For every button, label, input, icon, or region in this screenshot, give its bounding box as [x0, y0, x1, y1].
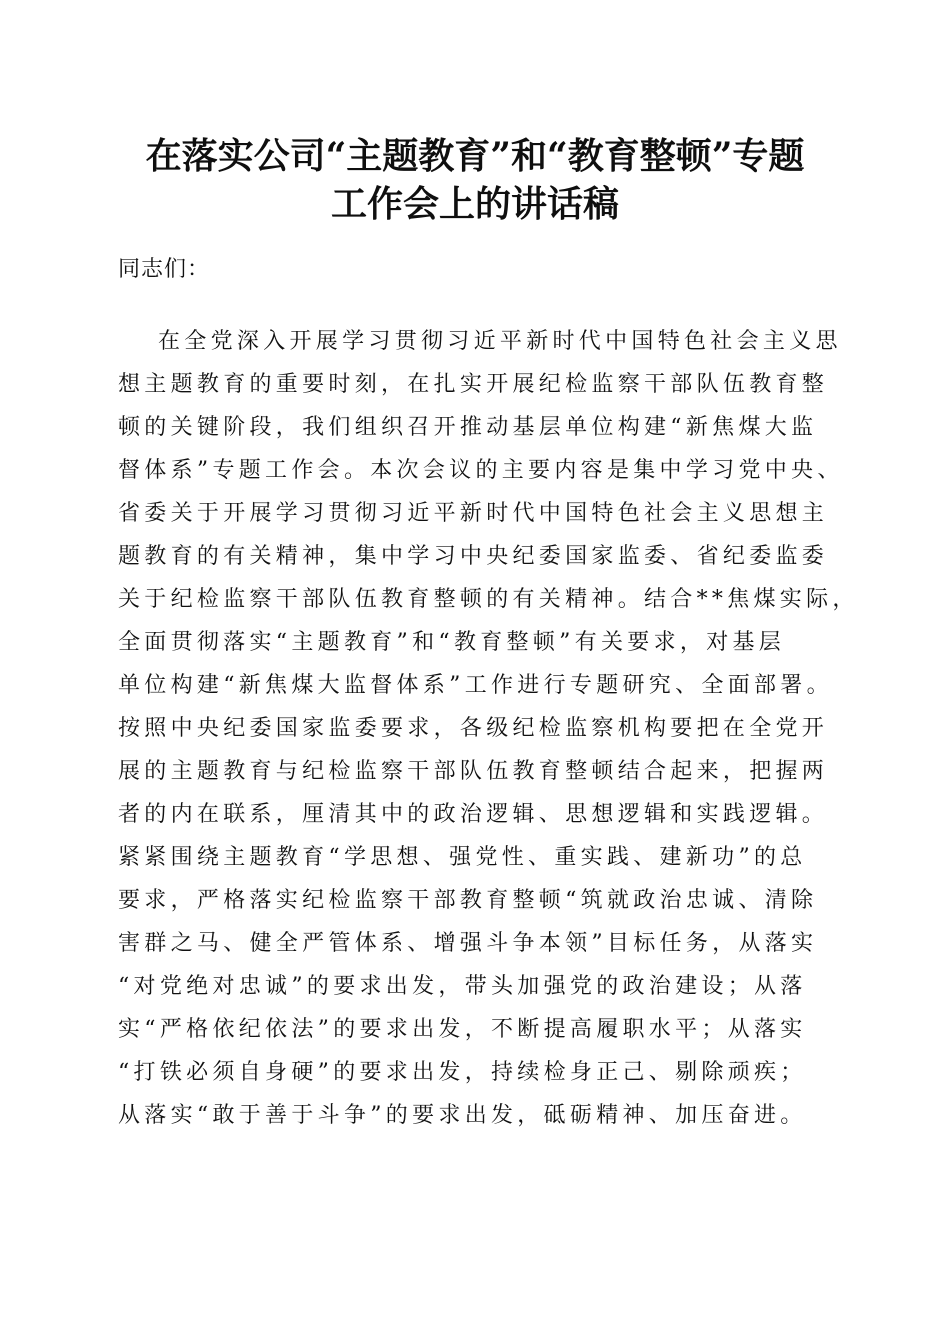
- body-line: 从落实“敢于善于斗争”的要求出发，砥砺精神、加压奋进。: [118, 1103, 807, 1128]
- body-line: 省委关于开展学习贯彻习近平新时代中国特色社会主义思想主: [118, 501, 829, 526]
- body-line: 按照中央纪委国家监委要求，各级纪检监察机构要把在全党开: [118, 716, 829, 741]
- body-line: 题教育的有关精神，集中学习中央纪委国家监委、省纪委监委: [118, 544, 829, 569]
- document-title-line-2: 工作会上的讲话稿: [330, 183, 619, 225]
- body-line: 要求，严格落实纪检监察干部教育整顿“筑就政治忠诚、清除: [118, 888, 818, 913]
- body-line: 实“严格依纪依法”的要求出发，不断提高履职水平；从落实: [118, 1017, 807, 1042]
- body-line: 想主题教育的重要时刻，在扎实开展纪检监察干部队伍教育整: [118, 372, 829, 397]
- body-line: 全面贯彻落实“主题教育”和“教育整顿”有关要求，对基层: [118, 630, 786, 655]
- document-title-line-1: 在落实公司“主题教育”和“教育整顿”专题: [145, 135, 805, 177]
- body-line: 展的主题教育与纪检监察干部队伍教育整顿结合起来，把握两: [118, 759, 829, 784]
- body-line: 关于纪检监察干部队伍教育整顿的有关精神。结合**焦煤实际，: [118, 587, 859, 612]
- body-line: 者的内在联系，厘清其中的政治逻辑、思想逻辑和实践逻辑。: [118, 802, 829, 827]
- body-line: 顿的关键阶段，我们组织召开推动基层单位构建“新焦煤大监: [118, 415, 818, 440]
- body-line: 害群之马、健全严管体系、增强斗争本领”目标任务，从落实: [118, 931, 818, 956]
- body-line: “对党绝对忠诚”的要求出发，带头加强党的政治建设；从落: [118, 974, 807, 999]
- body-line: 单位构建“新焦煤大监督体系”工作进行专题研究、全面部署。: [118, 673, 833, 698]
- body-line: “打铁必须自身硬”的要求出发，持续检身正己、剔除顽疾；: [118, 1060, 807, 1085]
- body-line: 在全党深入开展学习贯彻习近平新时代中国特色社会主义思: [158, 329, 842, 354]
- body-line: 督体系”专题工作会。本次会议的主要内容是集中学习党中央、: [118, 458, 844, 483]
- salutation: 同志们：: [118, 257, 211, 282]
- body-line: 紧紧围绕主题教育“学思想、强党性、重实践、建新功”的总: [118, 845, 807, 870]
